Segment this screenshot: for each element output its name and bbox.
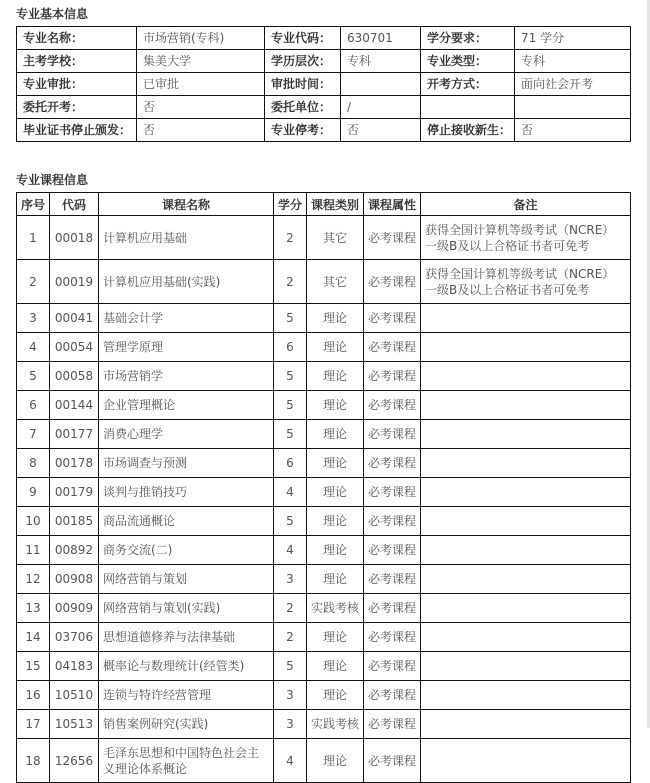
course-category: 其它 [307,216,364,260]
course-name: 计算机应用基础 [99,216,274,260]
course-category: 理论 [307,449,364,478]
course-no: 12 [17,565,50,594]
course-credit: 4 [274,478,307,507]
course-category: 理论 [307,565,364,594]
course-name: 管理学原理 [99,333,274,362]
course-category: 理论 [307,420,364,449]
field-value: 否 [515,119,631,142]
course-no: 6 [17,391,50,420]
course-row [17,623,631,652]
course-attribute: 必考课程 [364,260,421,304]
basic-info-row [17,27,631,50]
course-name: 概率论与数理统计(经管类) [99,652,274,681]
course-attribute: 必考课程 [364,536,421,565]
course-attribute: 必考课程 [364,710,421,739]
course-credit: 2 [274,594,307,623]
course-row [17,333,631,362]
course-row [17,260,631,304]
course-code: 00144 [50,391,99,420]
field-label: 审批时间： [265,73,341,96]
course-category: 实践考核 [307,594,364,623]
course-row [17,391,631,420]
course-name: 销售案例研究(实践) [99,710,274,739]
course-code: 10513 [50,710,99,739]
course-note [421,594,631,623]
course-row [17,420,631,449]
course-category: 理论 [307,391,364,420]
course-attribute: 必考课程 [364,362,421,391]
course-category: 理论 [307,536,364,565]
course-row [17,652,631,681]
course-code: 00054 [50,333,99,362]
course-info-title: 专业课程信息 [16,173,89,187]
course-note [421,536,631,565]
course-name: 连锁与特许经营管理 [99,681,274,710]
course-category: 理论 [307,652,364,681]
course-name: 基础会计学 [99,304,274,333]
course-no: 3 [17,304,50,333]
field-label: 专业类型： [421,50,515,73]
course-credit: 5 [274,420,307,449]
course-code: 00018 [50,216,99,260]
course-credit: 5 [274,507,307,536]
course-no: 18 [17,739,50,783]
course-code: 00908 [50,565,99,594]
course-attribute: 必考课程 [364,623,421,652]
course-name: 商品流通概论 [99,507,274,536]
course-code: 00041 [50,304,99,333]
course-row [17,304,631,333]
course-no: 14 [17,623,50,652]
course-no: 4 [17,333,50,362]
course-no: 13 [17,594,50,623]
course-row [17,681,631,710]
field-label [421,96,515,119]
course-note [421,362,631,391]
course-note [421,710,631,739]
course-attribute: 必考课程 [364,507,421,536]
course-row [17,710,631,739]
field-label: 专业审批： [17,73,137,96]
course-note: 获得全国计算机等级考试（NCRE）一级B及以上合格证书者可免考 [421,216,631,260]
column-header: 代码 [50,193,99,216]
course-attribute: 必考课程 [364,739,421,783]
column-header: 备注 [421,193,631,216]
field-label: 委托开考： [17,96,137,119]
field-value: 已审批 [137,73,265,96]
course-name: 市场营销学 [99,362,274,391]
course-row [17,478,631,507]
field-value: 专科 [515,50,631,73]
course-code: 03706 [50,623,99,652]
field-label: 毕业证书停止颁发： [17,119,137,142]
course-row [17,739,631,783]
course-credit: 3 [274,710,307,739]
column-header: 序号 [17,193,50,216]
field-label: 主考学校： [17,50,137,73]
field-label: 专业停考： [265,119,341,142]
field-label: 专业代码： [265,27,341,50]
course-category: 理论 [307,681,364,710]
field-value [341,73,421,96]
course-credit: 6 [274,449,307,478]
course-note [421,739,631,783]
course-no: 11 [17,536,50,565]
column-header: 课程名称 [99,193,274,216]
course-note [421,623,631,652]
course-credit: 6 [274,333,307,362]
course-note [421,333,631,362]
course-attribute: 必考课程 [364,594,421,623]
course-no: 5 [17,362,50,391]
course-attribute: 必考课程 [364,565,421,594]
course-note [421,304,631,333]
course-note [421,391,631,420]
course-code: 00892 [50,536,99,565]
basic-info-row [17,73,631,96]
field-value [515,96,631,119]
course-no: 15 [17,652,50,681]
course-credit: 4 [274,536,307,565]
course-row [17,565,631,594]
course-code: 00179 [50,478,99,507]
course-credit: 4 [274,739,307,783]
course-name: 思想道德修养与法律基础 [99,623,274,652]
course-code: 00177 [50,420,99,449]
course-note [421,652,631,681]
course-no: 17 [17,710,50,739]
course-attribute: 必考课程 [364,420,421,449]
column-header: 学分 [274,193,307,216]
course-attribute: 必考课程 [364,304,421,333]
course-note [421,449,631,478]
course-name: 计算机应用基础(实践) [99,260,274,304]
course-credit: 2 [274,216,307,260]
course-name: 网络营销与策划(实践) [99,594,274,623]
course-category: 其它 [307,260,364,304]
course-attribute: 必考课程 [364,681,421,710]
basic-info-row [17,119,631,142]
course-table [16,192,631,783]
column-header: 课程类别 [307,193,364,216]
course-row [17,594,631,623]
course-category: 理论 [307,507,364,536]
course-category: 理论 [307,478,364,507]
basic-info-table [16,26,631,142]
course-category: 理论 [307,333,364,362]
course-no: 10 [17,507,50,536]
basic-info-row [17,50,631,73]
course-code: 00185 [50,507,99,536]
course-attribute: 必考课程 [364,333,421,362]
course-code: 10510 [50,681,99,710]
field-value: 专科 [341,50,421,73]
course-attribute: 必考课程 [364,216,421,260]
course-attribute: 必考课程 [364,449,421,478]
course-row [17,507,631,536]
course-code: 00058 [50,362,99,391]
course-row [17,362,631,391]
course-note [421,565,631,594]
course-credit: 5 [274,362,307,391]
course-no: 9 [17,478,50,507]
course-credit: 2 [274,260,307,304]
course-row [17,216,631,260]
field-value: 集美大学 [137,50,265,73]
course-credit: 2 [274,623,307,652]
course-code: 12656 [50,739,99,783]
course-name: 谈判与推销技巧 [99,478,274,507]
field-value: / [341,96,421,119]
course-category: 理论 [307,739,364,783]
field-label: 专业名称： [17,27,137,50]
course-name: 消费心理学 [99,420,274,449]
course-table-header [17,193,631,216]
course-credit: 3 [274,681,307,710]
course-credit: 5 [274,304,307,333]
course-no: 8 [17,449,50,478]
course-category: 理论 [307,362,364,391]
course-row [17,536,631,565]
course-note [421,507,631,536]
course-code: 00178 [50,449,99,478]
field-label: 停止接收新生： [421,119,515,142]
course-credit: 3 [274,565,307,594]
course-code: 00909 [50,594,99,623]
course-no: 2 [17,260,50,304]
course-name: 毛泽东思想和中国特色社会主义理论体系概论 [99,739,274,783]
course-name: 企业管理概论 [99,391,274,420]
basic-info-row [17,96,631,119]
course-attribute: 必考课程 [364,478,421,507]
course-note [421,420,631,449]
field-label: 学分要求： [421,27,515,50]
field-value: 市场营销(专科) [137,27,265,50]
course-attribute: 必考课程 [364,391,421,420]
column-header: 课程属性 [364,193,421,216]
course-note [421,681,631,710]
course-no: 16 [17,681,50,710]
course-credit: 5 [274,391,307,420]
field-label: 开考方式： [421,73,515,96]
field-label: 委托单位： [265,96,341,119]
course-no: 7 [17,420,50,449]
field-value: 否 [137,96,265,119]
field-value: 否 [341,119,421,142]
course-row [17,449,631,478]
course-note: 获得全国计算机等级考试（NCRE）一级B及以上合格证书者可免考 [421,260,631,304]
course-note [421,478,631,507]
course-attribute: 必考课程 [364,652,421,681]
course-category: 实践考核 [307,710,364,739]
basic-info-title: 专业基本信息 [16,7,89,21]
course-credit: 5 [274,652,307,681]
field-value: 71 学分 [515,27,631,50]
field-value: 面向社会开考 [515,73,631,96]
course-no: 1 [17,216,50,260]
course-category: 理论 [307,623,364,652]
course-name: 网络营销与策划 [99,565,274,594]
field-label: 学历层次： [265,50,341,73]
course-name: 市场调查与预测 [99,449,274,478]
field-value: 630701 [341,27,421,50]
course-code: 00019 [50,260,99,304]
course-code: 04183 [50,652,99,681]
field-value: 否 [137,119,265,142]
course-category: 理论 [307,304,364,333]
course-name: 商务交流(二) [99,536,274,565]
